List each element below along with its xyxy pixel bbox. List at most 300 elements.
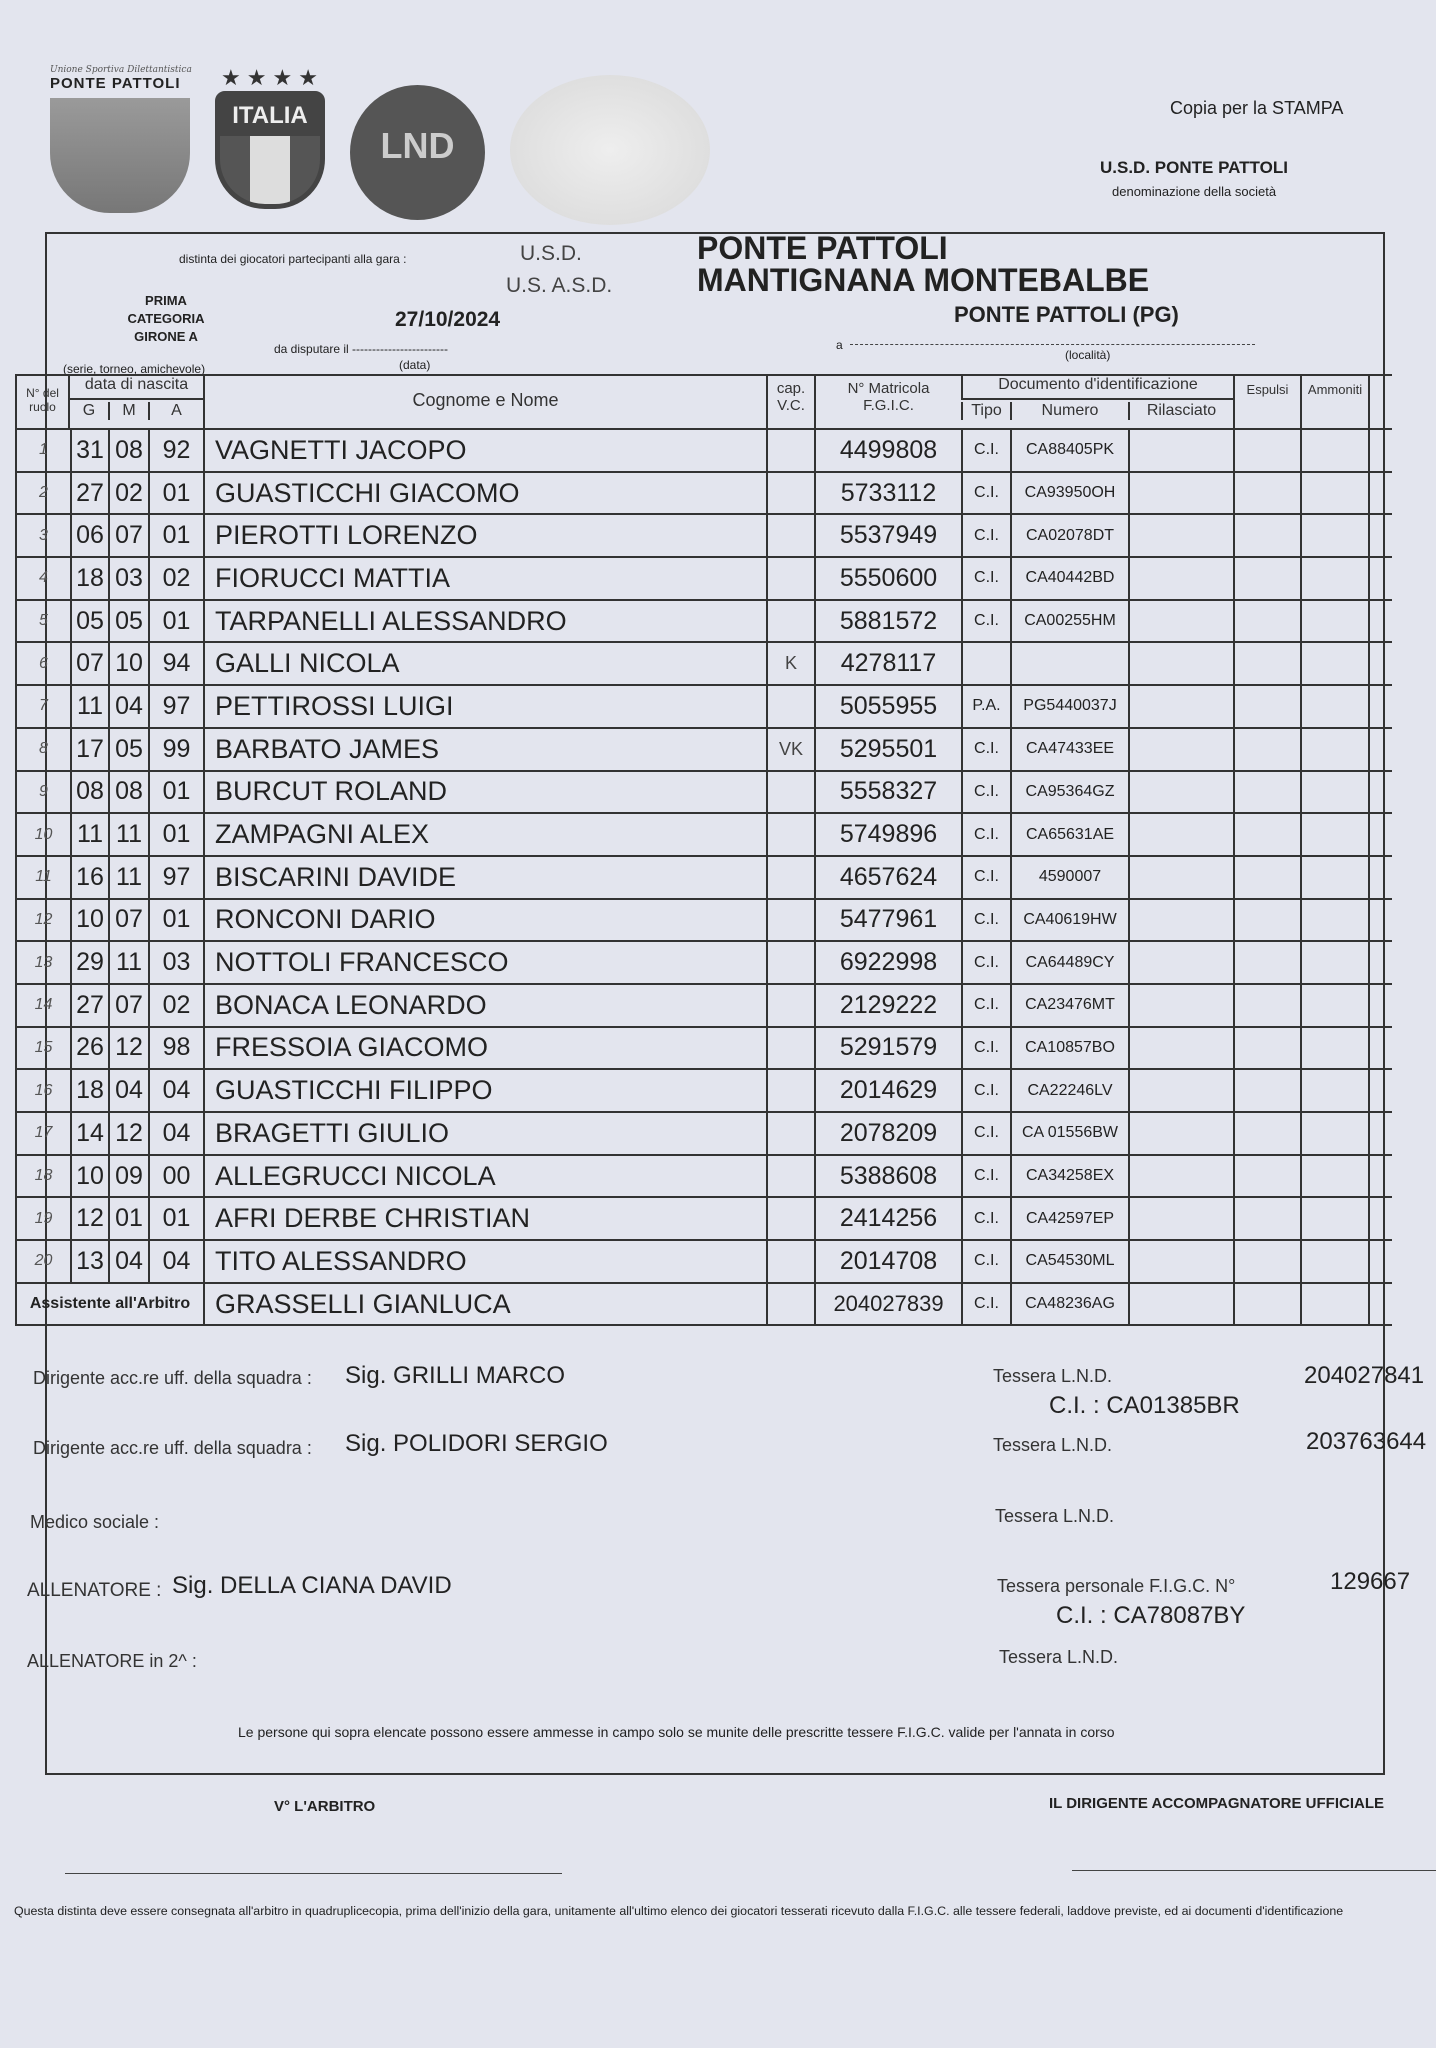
- cell-numero: CA47433EE: [1010, 729, 1128, 770]
- eligibility-note: Le persone qui sopra elencate possono essere ammesse in campo solo se munite delle prescritte tessere F.I.G.C. valide per l'annata in corso: [238, 1724, 1115, 1740]
- cell-espulsi: [1233, 643, 1300, 684]
- cell-name: BRAGETTI GIULIO: [203, 1113, 766, 1154]
- cell-rilasciato: [1128, 772, 1233, 813]
- cell-tipo: C.I.: [961, 900, 1010, 941]
- cell-day: 12: [70, 1198, 108, 1239]
- cell-tipo: C.I.: [961, 430, 1010, 471]
- table-row: [15, 1198, 1392, 1241]
- cell-day: 29: [70, 942, 108, 983]
- cell-cap: [766, 942, 814, 983]
- cell-ruolo: 3: [15, 515, 70, 556]
- place-caption: (località): [1065, 348, 1111, 362]
- cell-tipo: C.I.: [961, 558, 1010, 599]
- cell-matricola: 5291579: [814, 1028, 961, 1069]
- cell-espulsi: [1233, 1198, 1300, 1239]
- cell-ruolo: 17: [15, 1113, 70, 1154]
- cell-month: 03: [108, 558, 148, 599]
- cell-month: 04: [108, 686, 148, 727]
- cell-month: 07: [108, 900, 148, 941]
- competition-line: GIRONE A: [134, 329, 198, 344]
- figc-logo: [215, 65, 330, 215]
- cell-numero: CA40619HW: [1010, 900, 1128, 941]
- cell-ruolo: 9: [15, 772, 70, 813]
- cell-tipo: C.I.: [961, 1198, 1010, 1239]
- cell-day: 18: [70, 558, 108, 599]
- cell-name: FIORUCCI MATTIA: [203, 558, 766, 599]
- cell-month: 08: [108, 430, 148, 471]
- cell-matricola: 2014629: [814, 1070, 961, 1111]
- col-g: G: [82, 402, 96, 419]
- cell-year: 04: [148, 1113, 203, 1154]
- cell-numero: CA95364GZ: [1010, 772, 1128, 813]
- cell-month: 01: [108, 1198, 148, 1239]
- cell-name: ALLEGRUCCI NICOLA: [203, 1156, 766, 1197]
- cell-ammoniti: [1300, 643, 1370, 684]
- cell-ammoniti: [1300, 857, 1370, 898]
- cell-month: 10: [108, 643, 148, 684]
- cell-ammoniti: [1300, 686, 1370, 727]
- referee-signature-line: [65, 1873, 562, 1874]
- cell-month: 11: [108, 942, 148, 983]
- cell-ruolo: 1: [15, 430, 70, 471]
- cell-rilasciato: [1128, 515, 1233, 556]
- away-prefix: U.S. A.S.D.: [506, 274, 613, 297]
- cell-rilasciato: [1128, 601, 1233, 642]
- lnd-logo: [350, 85, 485, 220]
- assistant-tipo: C.I.: [961, 1284, 1010, 1325]
- cell-ruolo: 12: [15, 900, 70, 941]
- society-caption: denominazione della società: [1112, 184, 1277, 199]
- cell-year: 03: [148, 942, 203, 983]
- table-row: [15, 857, 1392, 900]
- figc-shield-icon: [215, 91, 325, 209]
- cell-ruolo: 16: [15, 1070, 70, 1111]
- table-row: [15, 686, 1392, 729]
- table-row: [15, 430, 1392, 473]
- cell-numero: CA93950OH: [1010, 473, 1128, 514]
- cell-month: 07: [108, 515, 148, 556]
- cell-ammoniti: [1300, 1156, 1370, 1197]
- cell-matricola: 5881572: [814, 601, 961, 642]
- cell-tipo: C.I.: [961, 1070, 1010, 1111]
- cell-name: AFRI DERBE CHRISTIAN: [203, 1198, 766, 1239]
- cell-numero: CA22246LV: [1010, 1070, 1128, 1111]
- cell-year: 04: [148, 1070, 203, 1111]
- cell-day: 13: [70, 1241, 108, 1282]
- dir2-tessera-label: Tessera L.N.D.: [993, 1435, 1113, 1455]
- cell-espulsi: [1233, 558, 1300, 599]
- cell-numero: CA64489CY: [1010, 942, 1128, 983]
- cell-name: TARPANELLI ALESSANDRO: [203, 601, 766, 642]
- cell-month: 11: [108, 857, 148, 898]
- official-signature-label: IL DIRIGENTE ACCOMPAGNATORE UFFICIALE: [1049, 1795, 1385, 1812]
- cell-ruolo: 11: [15, 857, 70, 898]
- cell-ruolo: 2: [15, 473, 70, 514]
- cell-espulsi: [1233, 686, 1300, 727]
- cell-tipo: C.I.: [961, 601, 1010, 642]
- table-row: [15, 985, 1392, 1028]
- cell-matricola: 2014708: [814, 1241, 961, 1282]
- col-ruolo: N° del ruolo: [15, 376, 70, 428]
- cell-day: 16: [70, 857, 108, 898]
- cell-year: 04: [148, 1241, 203, 1282]
- cell-day: 10: [70, 900, 108, 941]
- cell-matricola: 2414256: [814, 1198, 961, 1239]
- col-m: M: [108, 402, 148, 420]
- cell-ruolo: 8: [15, 729, 70, 770]
- cell-rilasciato: [1128, 942, 1233, 983]
- dir2-tessera: 203763644: [1306, 1428, 1427, 1455]
- cell-cap: [766, 558, 814, 599]
- cell-matricola: 5055955: [814, 686, 961, 727]
- assistant-espulsi: [1233, 1284, 1300, 1325]
- cell-day: 18: [70, 1070, 108, 1111]
- cell-name: PETTIROSSI LUIGI: [203, 686, 766, 727]
- cell-cap: VK: [766, 729, 814, 770]
- cell-month: 12: [108, 1028, 148, 1069]
- cell-ammoniti: [1300, 1070, 1370, 1111]
- cell-ammoniti: [1300, 942, 1370, 983]
- cell-name: PIEROTTI LORENZO: [203, 515, 766, 556]
- table-row: [15, 558, 1392, 601]
- col-matricola: N° Matricola F.G.I.C.: [814, 376, 961, 428]
- assistant-cap: [766, 1284, 814, 1325]
- cell-espulsi: [1233, 1156, 1300, 1197]
- cell-name: GUASTICCHI GIACOMO: [203, 473, 766, 514]
- cell-espulsi: [1233, 1028, 1300, 1069]
- cell-ammoniti: [1300, 814, 1370, 855]
- coach-ci: C.I. : CA78087BY: [1056, 1602, 1246, 1629]
- figc-logo-text: ITALIA: [220, 96, 320, 136]
- dir2-label: Dirigente acc.re uff. della squadra :: [33, 1438, 312, 1458]
- table-row: [15, 643, 1392, 686]
- place-line: [850, 344, 1255, 345]
- cell-numero: [1010, 643, 1128, 684]
- cell-matricola: 2129222: [814, 985, 961, 1026]
- cell-day: 27: [70, 473, 108, 514]
- cell-year: 02: [148, 558, 203, 599]
- cell-numero: CA40442BD: [1010, 558, 1128, 599]
- table-header: [15, 376, 1392, 428]
- cell-day: 10: [70, 1156, 108, 1197]
- cell-tipo: C.I.: [961, 1113, 1010, 1154]
- assistant-matricola: 204027839: [814, 1284, 961, 1325]
- cell-year: 92: [148, 430, 203, 471]
- cell-matricola: 6922998: [814, 942, 961, 983]
- cell-month: 05: [108, 729, 148, 770]
- cell-tipo: C.I.: [961, 1156, 1010, 1197]
- cell-year: 01: [148, 601, 203, 642]
- cell-tipo: [961, 643, 1010, 684]
- cell-espulsi: [1233, 473, 1300, 514]
- cell-tipo: C.I.: [961, 772, 1010, 813]
- cell-ruolo: 19: [15, 1198, 70, 1239]
- cell-name: VAGNETTI JACOPO: [203, 430, 766, 471]
- cell-numero: CA 01556BW: [1010, 1113, 1128, 1154]
- cell-matricola: 4657624: [814, 857, 961, 898]
- match-date: 27/10/2024: [395, 308, 501, 331]
- cell-month: 08: [108, 772, 148, 813]
- cell-ruolo: 13: [15, 942, 70, 983]
- cell-name: RONCONI DARIO: [203, 900, 766, 941]
- cell-matricola: 5749896: [814, 814, 961, 855]
- cell-espulsi: [1233, 900, 1300, 941]
- cell-espulsi: [1233, 515, 1300, 556]
- cell-matricola: 4278117: [814, 643, 961, 684]
- table-row: [15, 942, 1392, 985]
- cell-rilasciato: [1128, 857, 1233, 898]
- cell-year: 01: [148, 900, 203, 941]
- cell-cap: [766, 1113, 814, 1154]
- cell-ammoniti: [1300, 558, 1370, 599]
- cell-cap: [766, 857, 814, 898]
- col-numero: Numero: [1010, 402, 1128, 420]
- table-row: [15, 900, 1392, 943]
- cell-matricola: 5537949: [814, 515, 961, 556]
- cell-year: 98: [148, 1028, 203, 1069]
- players-table: [15, 374, 1392, 1326]
- cell-day: 14: [70, 1113, 108, 1154]
- cell-name: GALLI NICOLA: [203, 643, 766, 684]
- cell-cap: [766, 430, 814, 471]
- cell-rilasciato: [1128, 1070, 1233, 1111]
- cell-year: 94: [148, 643, 203, 684]
- cell-cap: [766, 1198, 814, 1239]
- cell-tipo: C.I.: [961, 729, 1010, 770]
- coach-tessera-label: Tessera personale F.I.G.C. N°: [997, 1576, 1236, 1596]
- cell-day: 11: [70, 814, 108, 855]
- competition: [126, 292, 206, 346]
- assistant-name: GRASSELLI GIANLUCA: [203, 1284, 766, 1325]
- date-label: da disputare il ------------------------: [274, 342, 448, 356]
- table-row: [15, 814, 1392, 857]
- table-body: [15, 428, 1392, 1284]
- cell-tipo: P.A.: [961, 686, 1010, 727]
- col-rilasciato: Rilasciato: [1128, 402, 1233, 420]
- cell-numero: CA42597EP: [1010, 1198, 1128, 1239]
- club-logo-name: PONTE PATTOLI: [50, 75, 181, 92]
- cell-year: 99: [148, 729, 203, 770]
- cell-tipo: C.I.: [961, 515, 1010, 556]
- cell-espulsi: [1233, 985, 1300, 1026]
- cell-ammoniti: [1300, 900, 1370, 941]
- cell-day: 07: [70, 643, 108, 684]
- cell-day: 17: [70, 729, 108, 770]
- cell-ammoniti: [1300, 1241, 1370, 1282]
- col-nascita: data di nascita: [70, 376, 203, 400]
- coach-name: Sig. DELLA CIANA DAVID: [172, 1572, 452, 1599]
- dir2-name: Sig. POLIDORI SERGIO: [345, 1430, 608, 1457]
- assistant-ammoniti: [1300, 1284, 1370, 1325]
- cell-matricola: 5550600: [814, 558, 961, 599]
- cell-month: 02: [108, 473, 148, 514]
- cell-tipo: C.I.: [961, 857, 1010, 898]
- table-row: [15, 1070, 1392, 1113]
- col-ammoniti: Ammoniti: [1300, 376, 1370, 428]
- cell-name: TITO ALESSANDRO: [203, 1241, 766, 1282]
- competition-line: PRIMA: [145, 293, 187, 308]
- cell-cap: [766, 814, 814, 855]
- home-team: PONTE PATTOLI: [697, 230, 948, 266]
- cell-name: BURCUT ROLAND: [203, 772, 766, 813]
- cell-rilasciato: [1128, 1241, 1233, 1282]
- cell-year: 00: [148, 1156, 203, 1197]
- cell-matricola: 5388608: [814, 1156, 961, 1197]
- cell-ruolo: 18: [15, 1156, 70, 1197]
- cell-numero: 4590007: [1010, 857, 1128, 898]
- coach-tessera: 129667: [1330, 1568, 1411, 1595]
- dir1-name: Sig. GRILLI MARCO: [345, 1362, 566, 1389]
- cell-year: 97: [148, 857, 203, 898]
- cell-name: NOTTOLI FRANCESCO: [203, 942, 766, 983]
- cell-espulsi: [1233, 942, 1300, 983]
- cell-cap: [766, 772, 814, 813]
- table-row: [15, 1156, 1392, 1199]
- logos: [50, 60, 670, 230]
- cell-cap: [766, 1070, 814, 1111]
- cell-espulsi: [1233, 1241, 1300, 1282]
- cell-matricola: 5558327: [814, 772, 961, 813]
- cell-numero: CA10857BO: [1010, 1028, 1128, 1069]
- table-row: [15, 772, 1392, 815]
- cell-numero: CA88405PK: [1010, 430, 1128, 471]
- cell-espulsi: [1233, 430, 1300, 471]
- cell-rilasciato: [1128, 900, 1233, 941]
- home-prefix: U.S.D.: [520, 242, 582, 265]
- cell-espulsi: [1233, 1070, 1300, 1111]
- cell-numero: CA54530ML: [1010, 1241, 1128, 1282]
- lnd-logo-text: LND: [380, 125, 455, 166]
- cell-matricola: 5733112: [814, 473, 961, 514]
- cell-month: 11: [108, 814, 148, 855]
- table-row: [15, 1113, 1392, 1156]
- cell-cap: [766, 601, 814, 642]
- col-a: A: [148, 402, 203, 420]
- cell-numero: CA65631AE: [1010, 814, 1128, 855]
- cell-ammoniti: [1300, 985, 1370, 1026]
- cell-tipo: C.I.: [961, 942, 1010, 983]
- cell-month: 07: [108, 985, 148, 1026]
- cell-year: 02: [148, 985, 203, 1026]
- cell-day: 31: [70, 430, 108, 471]
- cell-month: 05: [108, 601, 148, 642]
- cell-numero: PG5440037J: [1010, 686, 1128, 727]
- cell-month: 04: [108, 1070, 148, 1111]
- table-row: [15, 601, 1392, 644]
- date-caption: (data): [399, 358, 431, 372]
- cell-cap: [766, 900, 814, 941]
- cell-espulsi: [1233, 1113, 1300, 1154]
- cell-cap: [766, 686, 814, 727]
- match-intro: distinta dei giocatori partecipanti alla gara :: [179, 252, 407, 266]
- cell-cap: [766, 473, 814, 514]
- dir1-label: Dirigente acc.re uff. della squadra :: [33, 1368, 312, 1388]
- cell-rilasciato: [1128, 729, 1233, 770]
- torn-logo-area: [510, 75, 710, 225]
- cell-matricola: 5295501: [814, 729, 961, 770]
- cell-ruolo: 10: [15, 814, 70, 855]
- cell-day: 05: [70, 601, 108, 642]
- table-row: [15, 729, 1392, 772]
- cell-year: 97: [148, 686, 203, 727]
- copy-label: Copia per la STAMPA: [1170, 98, 1344, 118]
- assistant-label: Assistente all'Arbitro: [15, 1284, 203, 1325]
- cell-day: 26: [70, 1028, 108, 1069]
- cell-numero: CA00255HM: [1010, 601, 1128, 642]
- dir1-tessera: 204027841: [1304, 1362, 1425, 1389]
- cell-day: 06: [70, 515, 108, 556]
- cell-day: 27: [70, 985, 108, 1026]
- cell-ammoniti: [1300, 430, 1370, 471]
- cell-ruolo: 5: [15, 601, 70, 642]
- cell-matricola: 4499808: [814, 430, 961, 471]
- cell-ruolo: 4: [15, 558, 70, 599]
- cell-numero: CA34258EX: [1010, 1156, 1128, 1197]
- cell-ammoniti: [1300, 1113, 1370, 1154]
- cell-cap: [766, 1156, 814, 1197]
- cell-rilasciato: [1128, 643, 1233, 684]
- cell-rilasciato: [1128, 985, 1233, 1026]
- cell-tipo: C.I.: [961, 1028, 1010, 1069]
- cell-ruolo: 15: [15, 1028, 70, 1069]
- cell-tipo: C.I.: [961, 814, 1010, 855]
- cell-ammoniti: [1300, 729, 1370, 770]
- match-place: PONTE PATTOLI (PG): [954, 302, 1179, 327]
- cell-numero: CA23476MT: [1010, 985, 1128, 1026]
- club-logo-subtitle: Unione Sportiva Dilettantistica: [50, 65, 192, 75]
- cell-ruolo: 20: [15, 1241, 70, 1282]
- cell-rilasciato: [1128, 814, 1233, 855]
- cell-ammoniti: [1300, 1028, 1370, 1069]
- cell-numero: CA02078DT: [1010, 515, 1128, 556]
- cell-ammoniti: [1300, 1198, 1370, 1239]
- cell-ammoniti: [1300, 473, 1370, 514]
- cell-rilasciato: [1128, 1156, 1233, 1197]
- cell-name: BARBATO JAMES: [203, 729, 766, 770]
- cell-ammoniti: [1300, 601, 1370, 642]
- cell-cap: [766, 515, 814, 556]
- table-row: [15, 515, 1392, 558]
- cell-ammoniti: [1300, 772, 1370, 813]
- cell-rilasciato: [1128, 1028, 1233, 1069]
- assistant-rilasciato: [1128, 1284, 1233, 1325]
- cell-cap: K: [766, 643, 814, 684]
- cell-rilasciato: [1128, 558, 1233, 599]
- col-documento: Documento d'identificazione: [961, 376, 1233, 400]
- table-row: [15, 1241, 1392, 1284]
- cell-cap: [766, 1028, 814, 1069]
- society-name: U.S.D. PONTE PATTOLI: [1100, 158, 1288, 177]
- cell-ruolo: 6: [15, 643, 70, 684]
- cell-rilasciato: [1128, 473, 1233, 514]
- cell-name: FRESSOIA GIACOMO: [203, 1028, 766, 1069]
- footer-note: Questa distinta deve essere consegnata all'arbitro in quadruplicecopia, prima dell'inizio della gara, unitamente all'ultimo elenco dei giocatori tesserati ricevuto dalla F.I.G.C. alle tessere federali, laddove previste, ed ai documenti d'identificazione: [14, 1904, 1344, 1918]
- assistant-row: [15, 1284, 1392, 1327]
- cell-tipo: C.I.: [961, 985, 1010, 1026]
- coach-label: ALLENATORE :: [27, 1580, 162, 1601]
- cell-year: 01: [148, 473, 203, 514]
- cell-rilasciato: [1128, 430, 1233, 471]
- cell-espulsi: [1233, 601, 1300, 642]
- coach2-label: ALLENATORE in 2^ :: [27, 1651, 197, 1671]
- cell-espulsi: [1233, 729, 1300, 770]
- cell-month: 09: [108, 1156, 148, 1197]
- cell-ammoniti: [1300, 515, 1370, 556]
- col-espulsi: Espulsi: [1233, 376, 1300, 428]
- cell-rilasciato: [1128, 1198, 1233, 1239]
- table-row: [15, 1028, 1392, 1071]
- cell-tipo: C.I.: [961, 1241, 1010, 1282]
